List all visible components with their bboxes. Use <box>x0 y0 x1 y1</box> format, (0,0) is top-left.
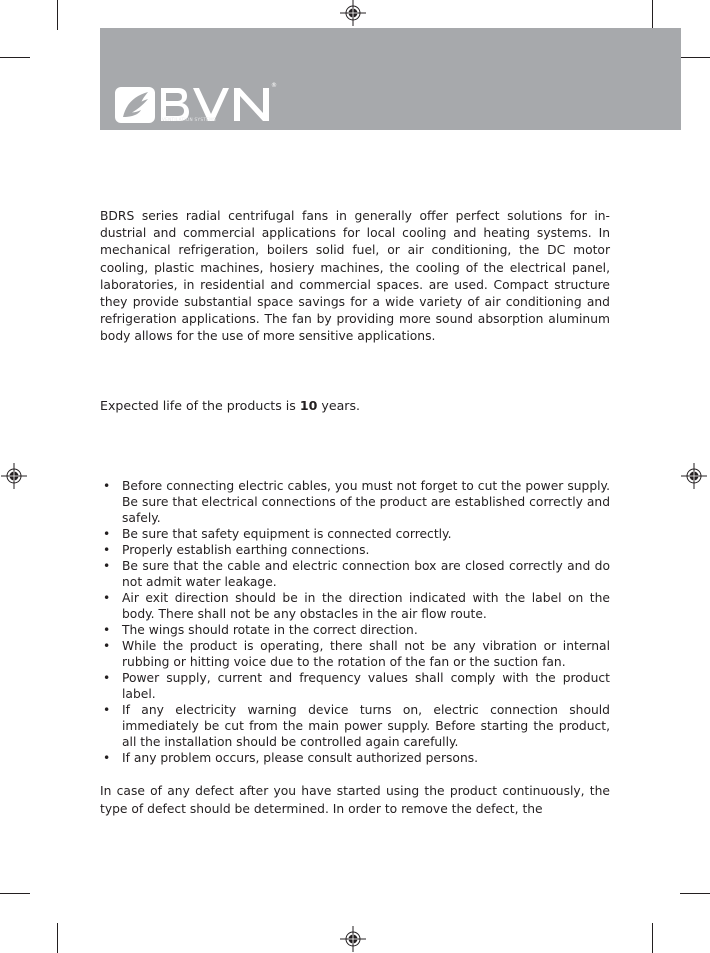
intro-paragraph: BDRS series radial centrifugal fans in generally offer perfect solutions for in-dustrial and commercial applications for local cooling and heating systems. In mechanical refrigeration, boilers solid fuel, or air conditioning, the DC motor cooling, plastic machines, hosiery machines, the cooling of the electrical panel, laboratories, in residential and commercial spaces. are used. Compact structure they provide substantial space savings for a wide variety of air conditioning and refrigeration applications. The fan by providing more sound absorption aluminum body allows for the use of more sensitive applications. <box>100 209 610 344</box>
list-item: • Properly establish earthing connections. <box>100 542 610 558</box>
crop-mark <box>0 57 30 58</box>
life-suffix: years. <box>321 398 361 413</box>
crop-mark <box>680 893 710 894</box>
crop-mark <box>0 893 30 894</box>
registration-mark-icon <box>340 0 366 26</box>
defect-paragraph: In case of any defect after you have started using the product continuously, the type of defect should be determined. In order to remove the defect, the <box>100 784 610 816</box>
list-item: • If any electricity warning device turns on, electric connection should immediately be cut from the main power supply. Before starting the product, all the installation should be controlled again carefully. <box>100 702 610 750</box>
crop-mark <box>680 57 710 58</box>
list-item: • Be sure that safety equipment is connected correctly. <box>100 526 610 542</box>
expected-life <box>100 398 360 413</box>
crop-mark <box>57 0 58 30</box>
registration-mark-icon <box>681 463 707 489</box>
crop-mark <box>652 0 653 30</box>
life-prefix: Expected life of the products is <box>100 398 296 413</box>
list-item: • If any problem occurs, please consult authorized persons. <box>100 750 610 766</box>
registered-mark: ® <box>271 82 277 89</box>
list-item: • The wings should rotate in the correct direction. <box>100 622 610 638</box>
list-item: • Before connecting electric cables, you must not forget to cut the power supply. Be sure that electrical connections of the product are established correctly and safely. <box>100 478 610 526</box>
list-item: • Air exit direction should be in the direction indicated with the label on the body. There shall not be any obstacles in the air flow route. <box>100 590 610 622</box>
registration-mark-icon <box>1 463 27 489</box>
list-item: • Power supply, current and frequency values shall comply with the product label. <box>100 670 610 702</box>
life-value: 10 <box>299 398 318 413</box>
list-item: • Be sure that the cable and electric connection box are closed correctly and do not admit water leakage. <box>100 558 610 590</box>
crop-mark <box>652 923 653 953</box>
safety-checklist <box>100 478 610 766</box>
registration-mark-icon <box>340 926 366 952</box>
crop-mark <box>57 923 58 953</box>
brand-tagline: VENTILATION SYSTEMS <box>162 117 217 122</box>
list-item: • While the product is operating, there shall not be any vibration or internal rubbing or hitting voice due to the rotation of the fan or the suction fan. <box>100 638 610 670</box>
